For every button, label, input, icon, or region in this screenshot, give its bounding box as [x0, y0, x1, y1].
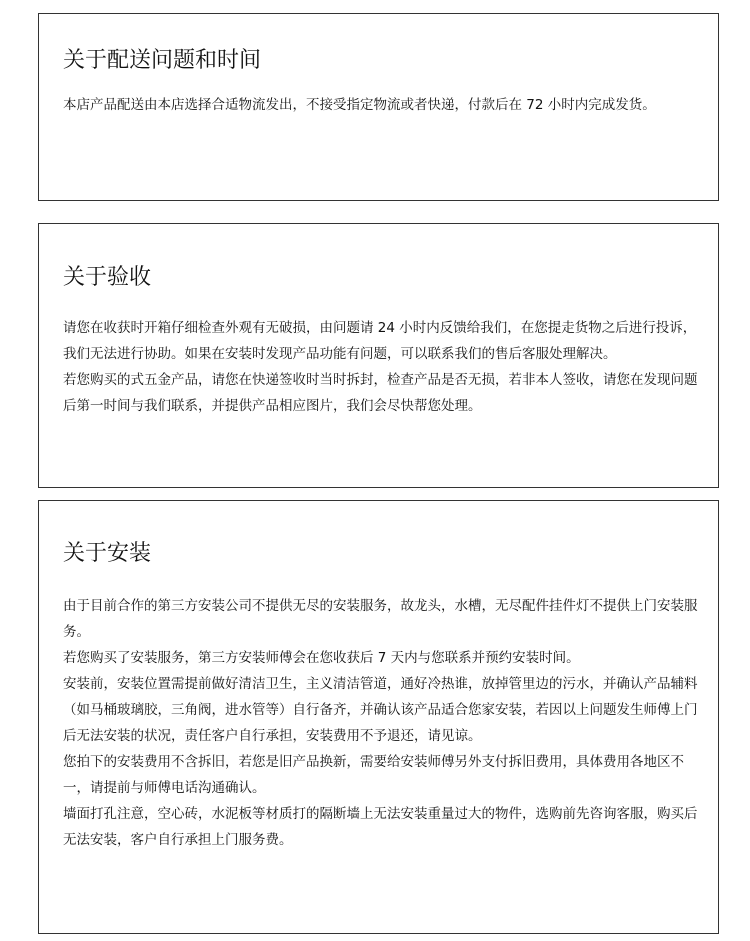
installation-paragraph: 由于目前合作的第三方安装公司不提供无尽的安装服务，故龙头，水槽，无尽配件挂件灯不提供上门安装服务。 [63, 598, 698, 640]
installation-paragraph: 墙面打孔注意，空心砖，水泥板等材质打的隔断墙上无法安装重量过大的物件，选购前先咨询客服，购买后无法安装，客户自行承担上门服务费。 [63, 806, 698, 848]
installation-section [38, 500, 719, 934]
acceptance-paragraph: 若您购买的式五金产品，请您在快递签收时当时拆封，检查产品是否无损，若非本人签收，请您在发现问题后第一时间与我们联系，并提供产品相应图片，我们会尽快帮您处理。 [63, 372, 698, 414]
delivery-section-body [39, 92, 718, 118]
installation-section-title: 关于安装 [63, 541, 152, 566]
acceptance-section-body [39, 315, 718, 419]
delivery-section [38, 13, 719, 201]
delivery-section-title: 关于配送问题和时间 [63, 48, 262, 73]
acceptance-paragraph: 请您在收获时开箱仔细检查外观有无破损，由问题请 24 小时内反馈给我们，在您提走货物之后进行投诉，我们无法进行协助。如果在安装时发现产品功能有问题，可以联系我们的售后客服处理解决。 [63, 320, 697, 362]
acceptance-section [38, 223, 719, 488]
installation-section-body [39, 593, 718, 853]
installation-paragraph: 若您购买了安装服务，第三方安装师傅会在您收获后 7 天内与您联系并预约安装时间。 [63, 650, 580, 666]
installation-paragraph: 安装前，安装位置需提前做好清洁卫生，主义清洁管道，通好冷热谁，放掉管里边的污水，并确认产品辅料（如马桶玻璃胶，三角阀，进水管等）自行备齐，并确认该产品适合您家安装，若因以上问题发生师傅上门后无法安装的状况，责任客户自行承担，安装费用不予退还，请见谅。 [63, 676, 698, 744]
delivery-paragraph: 本店产品配送由本店选择合适物流发出，不接受指定物流或者快递，付款后在 72 小时内完成发货。 [63, 97, 656, 113]
acceptance-section-title: 关于验收 [63, 265, 152, 290]
installation-paragraph: 您拍下的安装费用不含拆旧，若您是旧产品换新，需要给安装师傅另外支付拆旧费用，具体费用各地区不一，请提前与师傅电话沟通确认。 [63, 754, 684, 796]
